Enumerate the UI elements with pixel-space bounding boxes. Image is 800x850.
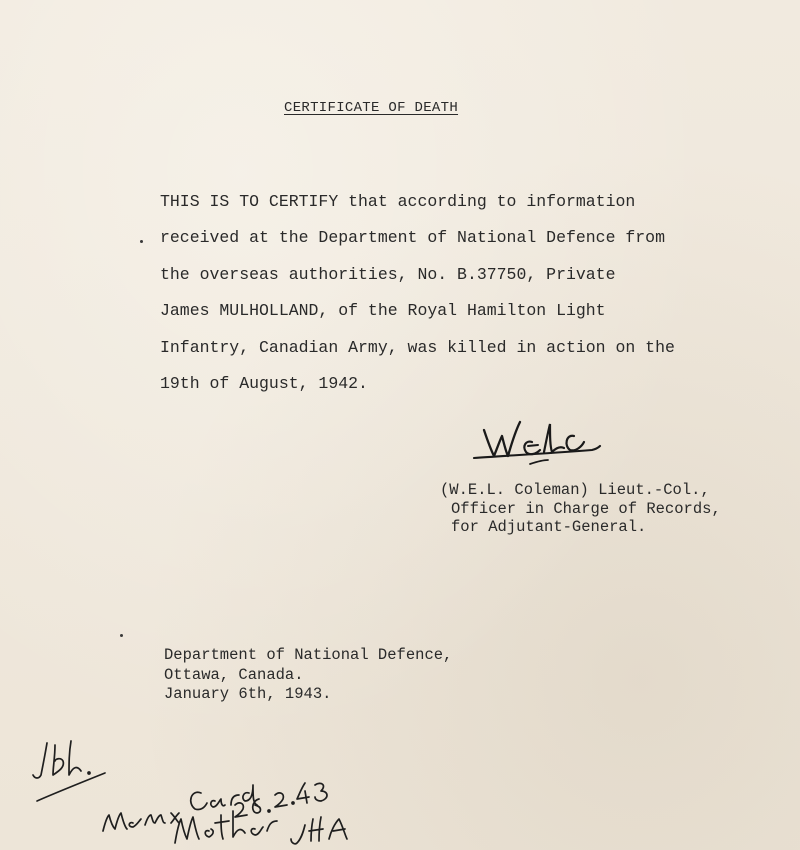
paper-speck [120,634,123,637]
signatory-name: (W.E.L. Coleman) Lieut.-Col., [440,481,710,499]
signatory-block [440,481,721,537]
signatory-office: Officer in Charge of Records, [451,499,721,518]
issuer-department: Department of National Defence, [164,646,453,664]
certificate-body [160,184,675,402]
body-line: THIS IS TO CERTIFY that according to information [160,192,636,211]
body-line: received at the Department of National Defence from [160,228,665,248]
issuer-date: January 6th, 1943. [164,685,332,703]
body-line: 19th of August, 1942. [160,374,368,394]
issuer-block [164,646,452,705]
certificate-title: CERTIFICATE OF DEATH [284,100,459,116]
handwritten-annotations [25,735,375,847]
signature-mark [470,412,605,474]
signatory-for: for Adjutant-General. [451,518,647,536]
paper-speck [140,240,143,243]
body-line: James MULHOLLAND, of the Royal Hamilton Light [160,301,606,321]
body-line: Infantry, Canadian Army, was killed in action on the [160,337,675,357]
issuer-location: Ottawa, Canada. [164,665,304,684]
body-line: the overseas authorities, No. B.37750, Private [160,264,616,284]
